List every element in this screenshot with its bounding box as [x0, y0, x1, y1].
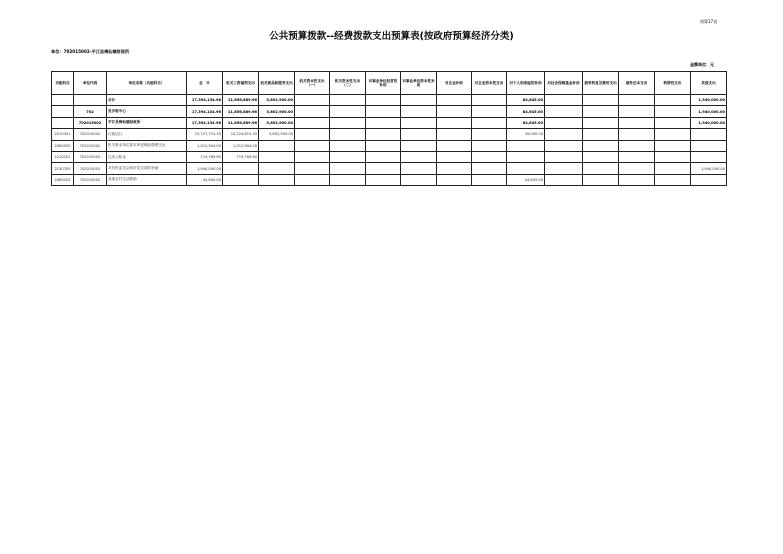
- table-cell: [655, 163, 691, 174]
- unit-label: 单位：702015002-平江县梅仙镇财政所: [51, 49, 130, 54]
- table-cell: [472, 163, 507, 174]
- table-row: [52, 117, 727, 128]
- column-header: 对个人和家庭的补助: [507, 72, 545, 95]
- table-cell: 1,940,000.00: [187, 163, 223, 174]
- table-cell: [437, 95, 472, 106]
- table-cell: [295, 95, 330, 106]
- column-header: 对企业补助: [437, 72, 472, 95]
- table-cell: [366, 140, 401, 151]
- table-cell: [437, 117, 472, 128]
- page-number: 预算17表: [700, 19, 718, 24]
- table-cell: 3,602,900.00: [259, 95, 295, 106]
- table-cell: 719,769.60: [223, 151, 259, 162]
- table-cell: 1,012,904.00: [223, 140, 259, 151]
- table-cell: [437, 106, 472, 117]
- table-body: [52, 95, 727, 186]
- table-cell: 11,856,889.96: [223, 95, 259, 106]
- table-cell: 84,645.00: [507, 117, 545, 128]
- table-cell: 合计: [107, 95, 187, 106]
- table-cell: [545, 163, 583, 174]
- table-cell: [401, 106, 437, 117]
- table-cell: [472, 129, 507, 140]
- table-cell: [437, 129, 472, 140]
- table-cell: [583, 95, 619, 106]
- table-cell: 1,940,000.00: [691, 95, 727, 106]
- budget-table: [51, 71, 727, 186]
- table-cell: [330, 95, 366, 106]
- table-cell: [619, 117, 655, 128]
- column-header: 对社会保障基金补助: [545, 72, 583, 95]
- table-cell: [619, 140, 655, 151]
- table-cell: [691, 129, 727, 140]
- table-cell: 行政运行: [107, 129, 187, 140]
- table-cell: [330, 151, 366, 162]
- table-cell: [545, 151, 583, 162]
- table-cell: [401, 163, 437, 174]
- table-cell: 17,394,134.96: [187, 106, 223, 117]
- table-cell: [295, 174, 330, 185]
- table-cell: [401, 174, 437, 185]
- column-header: 功能科目: [52, 72, 74, 95]
- table-row: [52, 163, 727, 174]
- table-cell: 3,602,900.00: [259, 117, 295, 128]
- page-title: 公共预算拨款--经费拨款支出预算表(按政府预算经济分类): [269, 31, 514, 42]
- table-cell: 2010301: [52, 129, 74, 140]
- table-cell: 11,856,889.96: [223, 106, 259, 117]
- table-cell: [655, 151, 691, 162]
- column-header: 其他支出: [691, 72, 727, 95]
- table-cell: 10,224,815.35: [223, 129, 259, 140]
- table-cell: 2210201: [52, 151, 74, 162]
- column-header: 机关资本性支出（一）: [295, 72, 330, 95]
- table-row: [52, 129, 727, 140]
- table-cell: [295, 117, 330, 128]
- column-header: 对企业资本性支出: [472, 72, 507, 95]
- table-cell: [472, 151, 507, 162]
- table-cell: 2080202: [52, 174, 74, 185]
- table-cell: [259, 151, 295, 162]
- table-row: [52, 95, 727, 106]
- table-cell: [330, 140, 366, 151]
- table-cell: 17,394,134.96: [187, 117, 223, 128]
- table-cell: [259, 174, 295, 185]
- column-header: 机关商品和服务支出: [259, 72, 295, 95]
- table-cell: [655, 129, 691, 140]
- table-row: [52, 151, 727, 162]
- table-cell: 1,940,000.00: [691, 106, 727, 117]
- table-header-row: [52, 72, 727, 95]
- table-cell: [295, 163, 330, 174]
- table-cell: 17,394,134.96: [187, 95, 223, 106]
- column-header: 机关工资福利支出: [223, 72, 259, 95]
- table-cell: [655, 140, 691, 151]
- table-cell: [437, 151, 472, 162]
- table-cell: 702015002: [74, 129, 107, 140]
- table-cell: [366, 174, 401, 185]
- table-cell: [655, 174, 691, 185]
- table-cell: 其他农村生活救助: [107, 174, 187, 185]
- table-cell: [545, 106, 583, 117]
- table-row: [52, 106, 727, 117]
- table-cell: [619, 151, 655, 162]
- table-cell: 719,769.60: [187, 151, 223, 162]
- table-cell: [545, 129, 583, 140]
- table-cell: [691, 151, 727, 162]
- table-cell: 702015002: [74, 140, 107, 151]
- table-cell: 44,645.00: [507, 174, 545, 185]
- table-cell: 对村民委员会和村党支部的补助: [107, 163, 187, 174]
- table-cell: [437, 140, 472, 151]
- table-cell: [366, 117, 401, 128]
- column-header: 债务利息及费用支出: [583, 72, 619, 95]
- column-header: 总 计: [187, 72, 223, 95]
- table-cell: [691, 174, 727, 185]
- money-unit-label: 金额单位：元: [690, 62, 714, 67]
- column-header: 单位名称（功能科目）: [107, 72, 187, 95]
- table-cell: [472, 174, 507, 185]
- table-cell: 1,940,000.00: [691, 117, 727, 128]
- table-cell: [655, 106, 691, 117]
- column-header: 债务还本支出: [619, 72, 655, 95]
- table-cell: [583, 140, 619, 151]
- table-cell: [401, 95, 437, 106]
- column-header: 机关资本性支出（二）: [330, 72, 366, 95]
- table-cell: [52, 95, 74, 106]
- table-cell: [507, 151, 545, 162]
- table-cell: 11,856,889.96: [223, 117, 259, 128]
- table-cell: 3,602,900.00: [259, 129, 295, 140]
- table-cell: [401, 151, 437, 162]
- table-cell: [437, 174, 472, 185]
- table-row: [52, 140, 727, 151]
- table-cell: 84,645.00: [507, 106, 545, 117]
- table-cell: 1,940,000.00: [691, 163, 727, 174]
- table-cell: [583, 151, 619, 162]
- table-cell: [437, 163, 472, 174]
- table-cell: [545, 95, 583, 106]
- table-cell: 2080505: [52, 140, 74, 151]
- table-cell: [655, 95, 691, 106]
- column-header: 对事业单位资本性补助: [401, 72, 437, 95]
- table-cell: [295, 129, 330, 140]
- table-cell: [330, 106, 366, 117]
- table-cell: [74, 95, 107, 106]
- column-header: 单位代码: [74, 72, 107, 95]
- table-cell: [507, 163, 545, 174]
- table-cell: [545, 140, 583, 151]
- table-cell: [472, 140, 507, 151]
- table-cell: 2130705: [52, 163, 74, 174]
- column-header: 对事业单位经常性补助: [366, 72, 401, 95]
- table-cell: 机关事业单位基本养老保险缴费支出: [107, 140, 187, 151]
- table-cell: 702: [74, 106, 107, 117]
- table-cell: 702015002: [74, 117, 107, 128]
- table-cell: 15,727,715.35: [187, 129, 223, 140]
- table-cell: [583, 129, 619, 140]
- table-cell: [619, 163, 655, 174]
- table-cell: [366, 106, 401, 117]
- table-cell: 县乡财中心: [107, 106, 187, 117]
- table-cell: [472, 106, 507, 117]
- table-cell: 平江县梅仙镇财政所: [107, 117, 187, 128]
- table-cell: [223, 163, 259, 174]
- table-cell: [259, 140, 295, 151]
- table-cell: [52, 117, 74, 128]
- table-cell: 44,645.00: [187, 174, 223, 185]
- table-cell: [295, 151, 330, 162]
- table-cell: [655, 117, 691, 128]
- table-cell: [619, 129, 655, 140]
- table-cell: [330, 163, 366, 174]
- table-cell: [583, 106, 619, 117]
- table-cell: [619, 95, 655, 106]
- table-cell: [366, 95, 401, 106]
- table-cell: [401, 129, 437, 140]
- table-cell: [545, 117, 583, 128]
- table-cell: [507, 140, 545, 151]
- table-cell: [545, 174, 583, 185]
- table-cell: 702015002: [74, 151, 107, 162]
- table-cell: [619, 106, 655, 117]
- table-cell: [330, 117, 366, 128]
- table-cell: [295, 140, 330, 151]
- table-cell: [295, 106, 330, 117]
- table-cell: [223, 174, 259, 185]
- table-cell: [401, 117, 437, 128]
- table-cell: 1,012,904.00: [187, 140, 223, 151]
- table-cell: [330, 129, 366, 140]
- table-cell: [583, 117, 619, 128]
- table-cell: [401, 140, 437, 151]
- table-cell: 3,602,900.00: [259, 106, 295, 117]
- table-cell: [366, 129, 401, 140]
- table-cell: [366, 163, 401, 174]
- table-row: [52, 174, 727, 185]
- table-cell: 39,000.00: [507, 129, 545, 140]
- table-cell: [583, 163, 619, 174]
- table-cell: [472, 95, 507, 106]
- table-cell: 84,645.00: [507, 95, 545, 106]
- table-cell: [583, 174, 619, 185]
- table-cell: [52, 106, 74, 117]
- table-cell: [330, 174, 366, 185]
- table-cell: [366, 151, 401, 162]
- table-cell: [472, 117, 507, 128]
- table-cell: [619, 174, 655, 185]
- table-cell: [259, 163, 295, 174]
- table-cell: 702015002: [74, 174, 107, 185]
- column-header: 转移性支出: [655, 72, 691, 95]
- table-cell: 住房公积金: [107, 151, 187, 162]
- table-cell: [691, 140, 727, 151]
- table-cell: 702015002: [74, 163, 107, 174]
